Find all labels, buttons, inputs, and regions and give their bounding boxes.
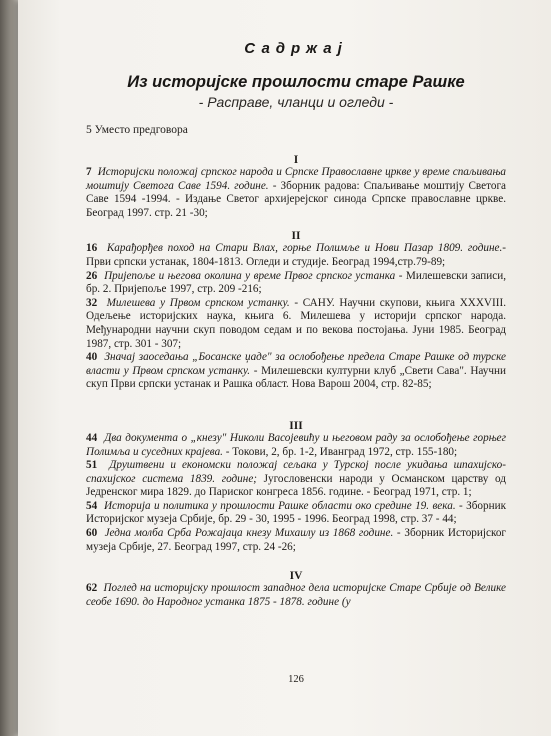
- entry-title: Историјски положај српског народа и Српске Православне цркве у време спаљивања моштију Светога Саве 1594. године.: [86, 166, 507, 192]
- book-subtitle-secondary: - Расправе, чланци и огледи -: [198, 94, 394, 110]
- entry-page-number: 26: [86, 269, 98, 282]
- entry-page-number: 62: [86, 582, 98, 595]
- entry-page-number: 7: [86, 166, 92, 178]
- entry-source: - Зборник Историјског музеја Србије, бр. 29 - 30, 1995 - 1996. Београд 1998, стр. 37 - 44;: [86, 499, 507, 526]
- toc-entry: [86, 459, 506, 500]
- toc-entry: [86, 582, 506, 609]
- entry-title: Пријепоље и његова околина у време Првог српског устанка: [104, 269, 396, 282]
- entry-source: - Милешевски културни клуб „Свети Сава". Научни скуп Први српски устанак и Рашка област. Нова Варош 2004, стр. 82-85;: [86, 364, 506, 391]
- entry-title: Једна молба Срба Рожајаца кнезу Михаилу из 1868 године.: [104, 527, 394, 540]
- entry-source: - Милешевски записи, бр. 2. Пријепоље 1997, стр. 209 -216;: [86, 269, 506, 296]
- toc-entry: [86, 270, 506, 297]
- entry-source: - САНУ. Научни скупови, књига XXXVIII. Одељење историјских наука, књига 6. Милешева у историји српског народа. Међународни научни скуп поводом седам и по векова постојања. Јуни 1985. Београд 1987, стр. 301 - 307;: [86, 296, 506, 350]
- entry-source: - Зборник радова: Спаљивање моштију Светога Саве 1594 -1994. - Издање Светог архијерејског синода Српске православне цркве. Београд 1997. стр. 21 -30;: [86, 179, 506, 219]
- book-subtitle: Из историјске прошлости старе Рашке: [127, 73, 465, 91]
- toc-entry: [86, 527, 506, 554]
- page-number: 126: [288, 674, 304, 685]
- toc-entry: [86, 166, 506, 220]
- preface-title: Уместо предговора: [94, 124, 188, 136]
- book-spine-shadow: [0, 0, 18, 736]
- toc-entry: [86, 297, 506, 351]
- entry-page-number: 16: [86, 242, 98, 255]
- entry-page-number: 44: [86, 431, 98, 444]
- toc-entry: [86, 242, 506, 269]
- entry-title: Карађорђев поход на Стари Влах, горње Полимље и Нови Пазар 1809. године.: [106, 242, 503, 255]
- preface-entry: [86, 124, 506, 136]
- entry-source: - Зборник Историјског музеја Србије, 27. Београд 1997, стр. 24 -26;: [86, 527, 507, 553]
- toc-entry: [86, 500, 506, 527]
- entry-page-number: 32: [86, 296, 98, 309]
- entry-page-number: 51: [86, 459, 98, 472]
- toc-entry: [86, 432, 506, 459]
- entry-title: Историја и политика у прошлости Рашке области око средине 19. века.: [103, 499, 456, 512]
- entry-title: Друштвени и економски положај сељака у Турској после укидања шпахијско-спахијског система 1839. године;: [86, 459, 507, 485]
- entry-title: Значај заоседања „Босанске џаде" за ослобођење предела Старе Рашке од турске власти у Првом српском устанку.: [86, 351, 506, 377]
- entry-source: Југословенски народи у Османском царству од Једренског мира 1829. до Париског конгреса 1856. године. - Београд 1971, стр. 1;: [86, 472, 506, 499]
- sections-container: [86, 154, 506, 609]
- book-page: [18, 0, 551, 736]
- entry-source: - Први српски устанак, 1804-1813. Огледи и студије. Београд 1994,стр.79-89;: [86, 242, 507, 268]
- entry-title: Милешева у Првом српском устанку.: [106, 296, 290, 309]
- toc-entry: [86, 351, 506, 392]
- section-heading: IV: [289, 570, 303, 583]
- entry-source: - Токови, 2, бр. 1-2, Иванград 1972, стр. 155-180;: [222, 445, 458, 458]
- page-title: Садржај: [244, 40, 348, 57]
- entry-title: Поглед на историјску прошлост западног дела историјске Старе Србије од Велике сеобе 1690. до Народног устанка 1875 - 1878. године (у: [86, 582, 507, 608]
- section-heading: I: [293, 154, 299, 166]
- section-heading: III: [289, 419, 303, 432]
- entry-title: Два документа о „кнезу" Николи Васојевићу и његовом раду за ослобођење горњег Полимља и суседних крајева.: [86, 431, 507, 458]
- section-heading: II: [291, 230, 301, 243]
- entry-page-number: 40: [86, 351, 98, 364]
- preface-page-number: 5: [86, 124, 92, 136]
- entry-page-number: 54: [86, 499, 98, 512]
- table-of-contents: [86, 40, 507, 685]
- entry-page-number: 60: [86, 527, 98, 540]
